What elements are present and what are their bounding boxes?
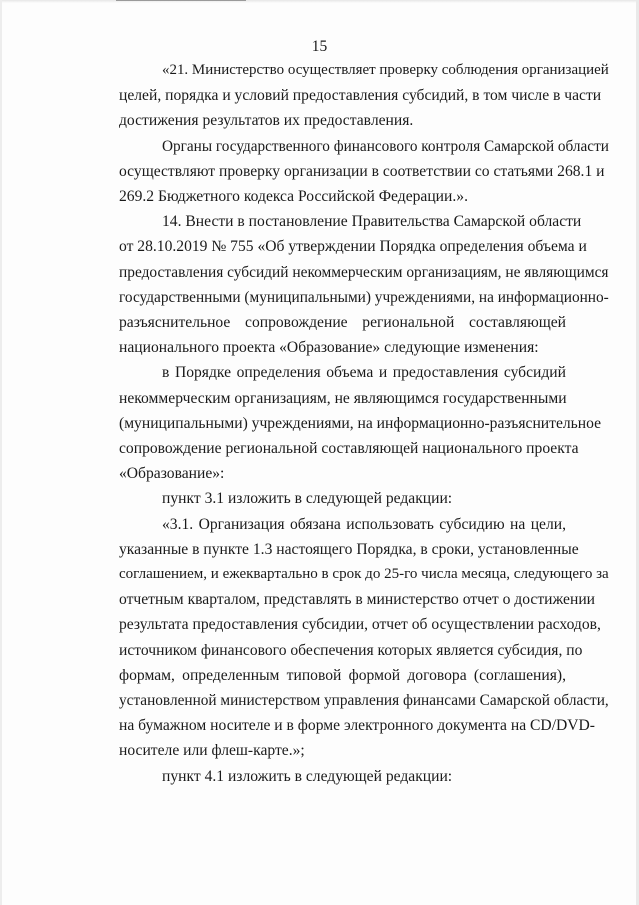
text-line: целей, порядка и условий предоставления субсидий, в том числе в части [119, 87, 602, 105]
text-line: носителе или флеш-карте.»; [119, 742, 305, 760]
text-line: установленной министерством управления финансами Самарской области, [119, 692, 609, 710]
text-line: отчетным кварталом, представлять в министерство отчет о достижении [119, 591, 596, 609]
paragraph-21 [76, 58, 609, 134]
text-line: разъяснительное сопровождение региональной составляющей [119, 314, 566, 332]
paragraph-item-3-1-intro [76, 486, 566, 511]
text-line: некоммерческим организациям, не являющимся государственными [119, 389, 567, 407]
text-line: осуществляют проверку организации в соответствии со статьями 268.1 и [119, 162, 605, 180]
document-body [76, 58, 609, 789]
text-line: «3.1. Организация обязана использовать субсидию на цели, [162, 515, 566, 533]
page-number: 15 [311, 38, 328, 55]
text-line: источником финансового обеспечения которых является субсидия, по [119, 641, 583, 659]
scan-mark [116, 0, 246, 4]
text-line: указанные в пункте 1.3 настоящего Порядка, в сроки, установленные [119, 540, 579, 558]
text-line: государственными (муниципальными) учреждениями, на информационно- [119, 288, 609, 306]
text-line: национального проекта «Образование» следующие изменения: [119, 339, 539, 357]
paragraph-control-bodies [76, 134, 609, 210]
text-line: 14. Внести в постановление Правительства Самарской области [162, 213, 582, 231]
text-line: соглашением, и ежеквартально в срок до 25-го числа месяца, следующего за [119, 566, 609, 583]
text-line: формам, определенным типовой формой договора (соглашения), [119, 666, 566, 684]
text-line: «Образование»: [119, 465, 225, 483]
text-line: в Порядке определения объема и предоставления субсидий [162, 364, 566, 382]
paragraph-item-4-1-intro [76, 764, 566, 789]
scan-edge-left [0, 0, 2, 905]
paragraph-3-1 [76, 512, 609, 764]
text-line: достижения результатов их предоставления. [119, 112, 414, 130]
text-line: сопровождение региональной составляющей национального проекта [119, 440, 579, 458]
text-line: пункт 4.1 изложить в следующей редакции: [162, 767, 453, 785]
text-line: предоставления субсидий некоммерческим организациям, не являющимся [119, 263, 609, 281]
text-line: «21. Министерство осуществляет проверку соблюдения организацией [162, 62, 609, 78]
paragraph-order-changes [76, 360, 602, 486]
text-line: результата предоставления субсидии, отчет об осуществлении расходов, [119, 616, 601, 634]
text-line: (муниципальными) учреждениями, на информационно-разъяснительное [119, 414, 602, 432]
text-line: от 28.10.2019 № 755 «Об утверждении Порядка определения объема и [119, 238, 587, 256]
paragraph-14 [76, 209, 609, 360]
text-line: Органы государственного финансового контроля Самарской области [162, 137, 609, 155]
text-line: на бумажном носителе и в форме электронного документа на CD/DVD- [119, 717, 595, 735]
text-line: пункт 3.1 изложить в следующей редакции: [162, 490, 453, 508]
text-line: 269.2 Бюджетного кодекса Российской Федерации.». [119, 188, 468, 206]
scan-edge-top [0, 0, 639, 3]
